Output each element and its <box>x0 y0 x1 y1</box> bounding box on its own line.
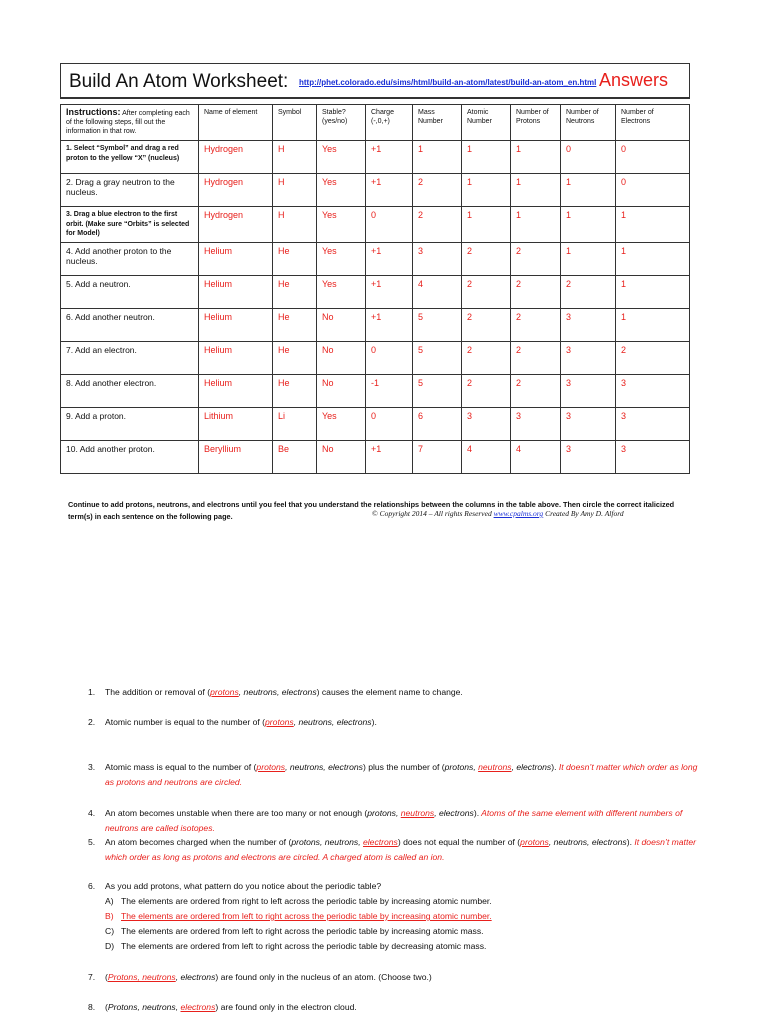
answer-cell: -1 <box>366 374 413 407</box>
answer-cell: Yes <box>317 275 366 308</box>
answer-cell: He <box>273 275 317 308</box>
answer-cell: 3 <box>616 374 690 407</box>
continue-note: Continue to add protons, neutrons, and electrons until you feel that you understand the relationships between the columns in the table above. Then circle the correct italicized term(s) in each sentence on the following page. <box>68 500 675 521</box>
answer-cell: 3 <box>413 242 462 275</box>
step-cell: 3. Drag a blue electron to the first orbit. (Make sure “Orbits” is selected for Model) <box>61 207 199 243</box>
answer-cell: 2 <box>511 374 561 407</box>
table-row <box>61 207 690 243</box>
answer-cell: H <box>273 174 317 207</box>
answers-label: Answers <box>599 70 669 90</box>
answer-cell: 3 <box>616 407 690 440</box>
step-cell: 5. Add a neutron. <box>61 275 199 308</box>
answer-cell: 1 <box>616 242 690 275</box>
step-cell: 2. Drag a gray neutron to the nucleus. <box>61 174 199 207</box>
answer-cell: No <box>317 341 366 374</box>
answer-cell: 3 <box>616 440 690 473</box>
answer-cell: 0 <box>561 141 616 174</box>
answer-cell: 3 <box>561 407 616 440</box>
answer-cell: 5 <box>413 341 462 374</box>
column-header: Name of element <box>199 105 273 141</box>
answer-cell: Yes <box>317 174 366 207</box>
answer-cell: Hydrogen <box>199 141 273 174</box>
answer-cell: 2 <box>511 242 561 275</box>
atom-table <box>60 104 690 474</box>
column-header: Atomic Number <box>462 105 511 141</box>
answer-cell: 1 <box>511 174 561 207</box>
table-header-row <box>61 105 690 141</box>
answer-cell: 1 <box>616 308 690 341</box>
answer-cell: Lithium <box>199 407 273 440</box>
answer-cell: He <box>273 341 317 374</box>
answer-cell: 1 <box>462 174 511 207</box>
step-cell: 7. Add an electron. <box>61 341 199 374</box>
option-d: D) The elements are ordered from left to right across the periodic table by decreasing atomic mass. <box>105 941 487 951</box>
answer-cell: +1 <box>366 141 413 174</box>
copyright: © Copyright 2014 – All rights Reserved www.cpalms.org Created By Amy D. Alford <box>372 509 624 518</box>
answer-cell: No <box>317 440 366 473</box>
answer-cell: He <box>273 374 317 407</box>
column-header: Number of Electrons <box>616 105 690 141</box>
answer-cell: 0 <box>366 207 413 243</box>
step-cell: 9. Add a proton. <box>61 407 199 440</box>
step-cell: 4. Add another proton to the nucleus. <box>61 242 199 275</box>
column-header: Charge (-,0,+) <box>366 105 413 141</box>
answer-cell: 5 <box>413 308 462 341</box>
table-row <box>61 407 690 440</box>
answer-cell: 2 <box>561 275 616 308</box>
answer-cell: Helium <box>199 275 273 308</box>
answer-cell: Be <box>273 440 317 473</box>
answer-cell: 2 <box>462 374 511 407</box>
answer-cell: 2 <box>616 341 690 374</box>
answer-cell: 4 <box>462 440 511 473</box>
answer-cell: 1 <box>413 141 462 174</box>
answer-cell: 1 <box>462 141 511 174</box>
worksheet-title: Build An Atom Worksheet: <box>69 71 289 92</box>
simulation-link[interactable]: http://phet.colorado.edu/sims/html/build-an-atom/latest/build-an-atom_en.html <box>299 78 597 87</box>
answer-cell: 3 <box>462 407 511 440</box>
answer-cell: 7 <box>413 440 462 473</box>
option-b: B) The elements are ordered from left to right across the periodic table by increasing atomic number. <box>105 911 492 921</box>
answer-cell: Yes <box>317 407 366 440</box>
table-row <box>61 275 690 308</box>
option-c: C) The elements are ordered from left to right across the periodic table by increasing atomic mass. <box>105 926 484 936</box>
answer-cell: 2 <box>511 275 561 308</box>
answer-cell: Helium <box>199 374 273 407</box>
answer-cell: Yes <box>317 141 366 174</box>
answer-cell: No <box>317 374 366 407</box>
table-row <box>61 174 690 207</box>
step-cell: 8. Add another electron. <box>61 374 199 407</box>
answer-cell: 6 <box>413 407 462 440</box>
answer-cell: 3 <box>561 440 616 473</box>
table-row <box>61 341 690 374</box>
answer-cell: 2 <box>413 174 462 207</box>
answer-cell: No <box>317 308 366 341</box>
answer-cell: 0 <box>616 141 690 174</box>
answer-cell: Beryllium <box>199 440 273 473</box>
column-header: Number of Protons <box>511 105 561 141</box>
answer-cell: Helium <box>199 242 273 275</box>
step-cell: 6. Add another neutron. <box>61 308 199 341</box>
answer-cell: Yes <box>317 207 366 243</box>
answer-cell: Hydrogen <box>199 207 273 243</box>
answer-cell: Hydrogen <box>199 174 273 207</box>
worksheet-header <box>60 63 690 99</box>
table-row <box>61 440 690 473</box>
table-row <box>61 242 690 275</box>
answer-cell: Yes <box>317 242 366 275</box>
answer-cell: 2 <box>511 341 561 374</box>
instructions-header: Instructions: After completing each of the following steps, fill out the information in that row. <box>61 105 199 141</box>
answer-cell: 3 <box>561 374 616 407</box>
table-row <box>61 308 690 341</box>
step-cell: 10. Add another proton. <box>61 440 199 473</box>
answer-cell: Li <box>273 407 317 440</box>
answer-cell: 3 <box>561 341 616 374</box>
answer-cell: H <box>273 207 317 243</box>
answer-cell: 0 <box>366 341 413 374</box>
answer-cell: 2 <box>462 308 511 341</box>
answer-cell: 1 <box>561 242 616 275</box>
answer-cell: 2 <box>462 242 511 275</box>
answer-cell: 2 <box>462 275 511 308</box>
answer-cell: 1 <box>616 275 690 308</box>
answer-cell: Helium <box>199 308 273 341</box>
answer-cell: 5 <box>413 374 462 407</box>
column-header: Stable? (yes/no) <box>317 105 366 141</box>
answer-cell: 1 <box>561 207 616 243</box>
answer-cell: 1 <box>462 207 511 243</box>
answer-cell: 0 <box>366 407 413 440</box>
answer-cell: H <box>273 141 317 174</box>
answer-cell: 1 <box>616 207 690 243</box>
answer-cell: 2 <box>511 308 561 341</box>
table-row <box>61 374 690 407</box>
answer-cell: +1 <box>366 440 413 473</box>
option-a: A) The elements are ordered from right to left across the periodic table by increasing atomic number. <box>105 896 492 906</box>
answer-cell: 2 <box>462 341 511 374</box>
answer-cell: 1 <box>561 174 616 207</box>
answer-cell: 0 <box>616 174 690 207</box>
answer-cell: 3 <box>511 407 561 440</box>
answer-cell: 3 <box>561 308 616 341</box>
column-header: Number of Neutrons <box>561 105 616 141</box>
answer-cell: 1 <box>511 207 561 243</box>
column-header: Mass Number <box>413 105 462 141</box>
step-cell: 1. Select “Symbol” and drag a red proton to the yellow “X” (nucleus) <box>61 141 199 174</box>
answer-cell: He <box>273 242 317 275</box>
answer-cell: +1 <box>366 242 413 275</box>
cpalms-link[interactable]: www.cpalms.org <box>493 509 544 518</box>
table-row <box>61 141 690 174</box>
answer-cell: 4 <box>511 440 561 473</box>
answer-cell: 2 <box>413 207 462 243</box>
answer-cell: 4 <box>413 275 462 308</box>
answer-cell: Helium <box>199 341 273 374</box>
column-header: Symbol <box>273 105 317 141</box>
answer-cell: +1 <box>366 174 413 207</box>
answer-cell: +1 <box>366 275 413 308</box>
answer-cell: +1 <box>366 308 413 341</box>
answer-cell: 1 <box>511 141 561 174</box>
answer-cell: He <box>273 308 317 341</box>
